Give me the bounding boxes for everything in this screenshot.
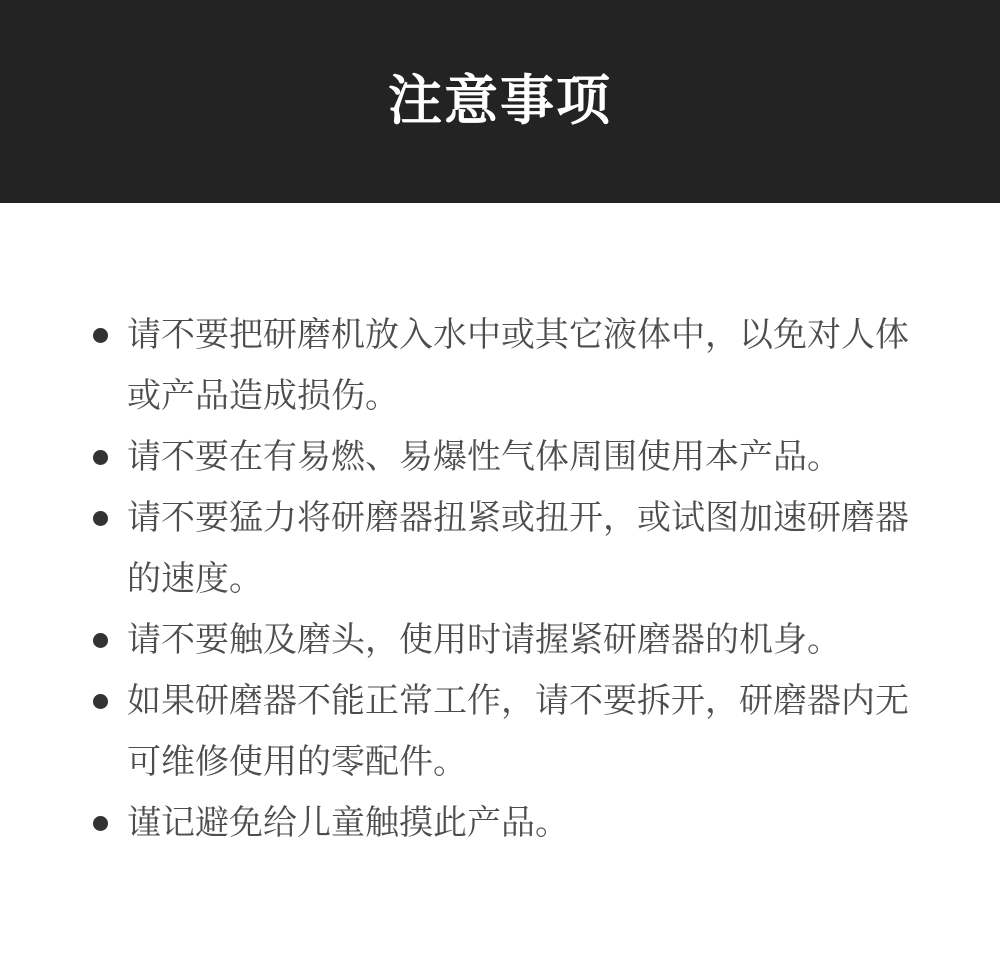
- list-item: [0, 488, 1000, 610]
- list-item-text: 如果研磨器不能正常工作，请不要拆开，研磨器内无可维修使用的零配件。: [127, 681, 909, 782]
- precautions-list: [0, 305, 1000, 854]
- bullet-icon: [93, 511, 108, 526]
- list-item-text: 请不要猛力将研磨器扭紧或扭开，或试图加速研磨器的速度。: [127, 498, 909, 599]
- header-banner: [0, 0, 1000, 203]
- list-item-text: 请不要触及磨头，使用时请握紧研磨器的机身。: [127, 620, 841, 660]
- list-item: [0, 671, 1000, 793]
- list-item: [0, 427, 1000, 488]
- page-title: 注意事项: [388, 68, 612, 132]
- bullet-icon: [93, 694, 108, 709]
- bullet-icon: [93, 450, 108, 465]
- list-item: [0, 793, 1000, 854]
- bullet-icon: [93, 633, 108, 648]
- list-item-text: 谨记避免给儿童触摸此产品。: [127, 803, 569, 843]
- list-item-text: 请不要在有易燃、易爆性气体周围使用本产品。: [127, 437, 841, 477]
- list-item-text: 请不要把研磨机放入水中或其它液体中，以免对人体或产品造成损伤。: [127, 315, 909, 416]
- list-item: [0, 305, 1000, 427]
- list-item: [0, 610, 1000, 671]
- bullet-icon: [93, 816, 108, 831]
- bullet-icon: [93, 328, 108, 343]
